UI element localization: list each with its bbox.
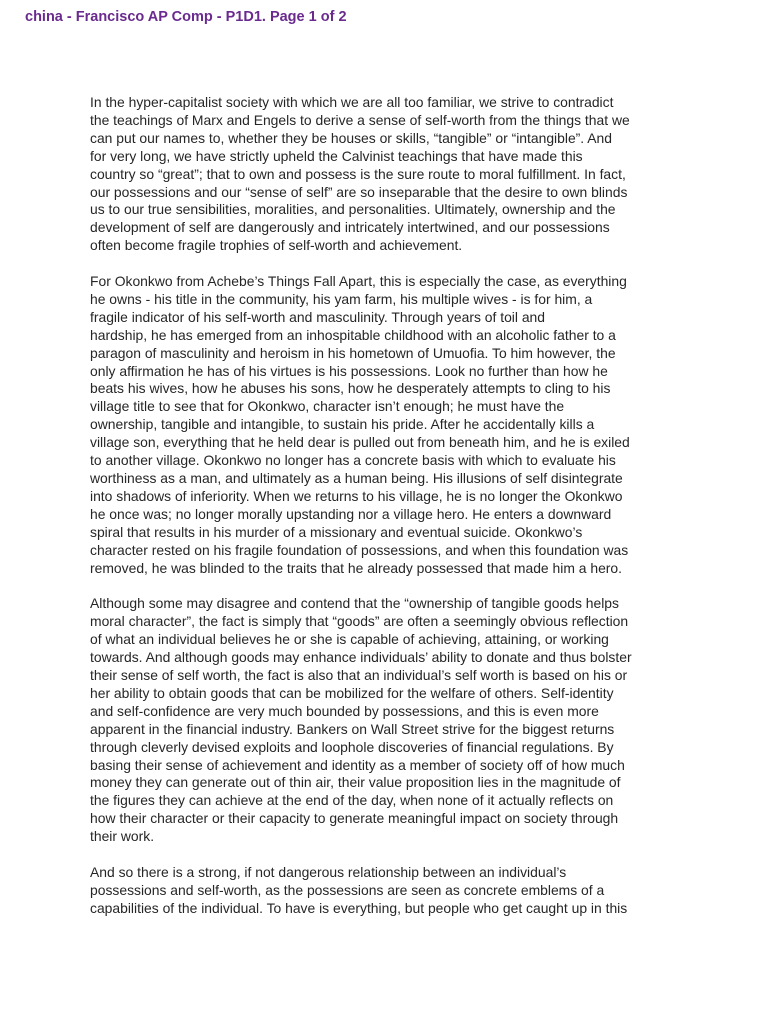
text-line: basing their sense of achievement and identity as a member of society off of how much — [90, 756, 625, 773]
text-line: her ability to obtain goods that can be mobilized for the welfare of others. Self-identity — [90, 684, 614, 701]
paragraph — [90, 273, 685, 577]
text-line: their work. — [90, 828, 155, 845]
text-line: apparent in the financial industry. Bankers on Wall Street strive for the biggest returns — [90, 720, 615, 737]
text-line: the figures they can achieve at the end of the day, when none of it actually reflects on — [90, 792, 614, 809]
text-line: For Okonkwo from Achebe’s Things Fall Apart, this is especially the case, as everything — [90, 273, 627, 290]
text-line: Although some may disagree and contend that the “ownership of tangible goods helps — [90, 595, 619, 612]
text-line: towards. And although goods may enhance individuals’ ability to donate and thus bolster — [90, 649, 632, 666]
essay-body — [90, 94, 685, 936]
text-line: And so there is a strong, if not dangerous relationship between an individual’s — [90, 863, 567, 880]
text-line: our possessions and our “sense of self” are so inseparable that the desire to own blinds — [90, 183, 628, 200]
text-line: he owns - his title in the community, his yam farm, his multiple wives - is for him, a — [90, 290, 593, 307]
text-line: capabilities of the individual. To have is everything, but people who get caught up in this — [90, 899, 628, 916]
text-line: worthiness as a man, and ultimately as a human being. His illusions of self disintegrate — [90, 470, 623, 487]
text-line: through cleverly devised exploits and loophole discoveries of financial regulations. By — [90, 738, 614, 755]
text-line: often become fragile trophies of self-worth and achievement. — [90, 237, 463, 254]
text-line: the teachings of Marx and Engels to derive a sense of self-worth from the things that we — [90, 111, 630, 128]
text-line: beats his wives, how he abuses his sons, how he desperately attempts to cling to his — [90, 380, 611, 397]
text-line: paragon of masculinity and heroism in his hometown of Umuofia. To him however, the — [90, 344, 616, 361]
text-line: possessions and self-worth, as the possessions are seen as concrete emblems of a — [90, 881, 605, 898]
text-line: only affirmation he has of his virtues is his possessions. Look no further than how he — [90, 362, 608, 379]
text-line: into shadows of inferiority. When we returns to his village, he is no longer the Okonkwo — [90, 487, 623, 504]
text-line: moral character”, the fact is simply that “goods” are often a seemingly obvious reflection — [90, 613, 629, 630]
text-line: for very long, we have strictly upheld the Calvinist teachings that have made this — [90, 147, 583, 164]
text-line: In the hyper-capitalist society with which we are all too familiar, we strive to contradict — [90, 94, 614, 110]
text-line: their sense of self worth, the fact is also that an individual’s self worth is based on his or — [90, 666, 628, 683]
text-line: spiral that results in his murder of a missionary and eventual suicide. Okonkwo’s — [90, 523, 583, 540]
text-line: money they can generate out of thin air, their value proposition lies in the magnitude of — [90, 774, 621, 791]
text-line: and self-confidence are very much bounded by possessions, and this is even more — [90, 702, 599, 719]
text-line: he once was; no longer morally upstanding nor a village hero. He enters a downward — [90, 505, 612, 522]
text-line: hardship, he has emerged from an inhospitable childhood with an alcoholic father to a — [90, 326, 616, 343]
page-header-title: china - Francisco AP Comp - P1D1. Page 1 of 2 — [25, 9, 347, 25]
text-line: fragile indicator of his self-worth and masculinity. Through years of toil and — [90, 308, 546, 325]
text-line: ownership, tangible and intangible, to sustain his pride. After he accidentally kills a — [90, 416, 595, 433]
text-line: country so “great”; that to own and possess is the sure route to moral fulfillment. In fact, — [90, 165, 626, 182]
text-line: character rested on his fragile foundation of possessions, and when this foundation was — [90, 541, 629, 558]
text-line: removed, he was blinded to the traits that he already possessed that made him a hero. — [90, 559, 623, 576]
text-line: village son, everything that he held dear is pulled out from beneath him, and he is exiled — [90, 434, 630, 451]
paragraph — [90, 595, 685, 846]
paragraph — [90, 94, 685, 255]
text-line: to another village. Okonkwo no longer has a concrete basis with which to evaluate his — [90, 452, 616, 469]
paragraph — [90, 864, 685, 918]
text-line: of what an individual believes he or she is capable of achieving, attaining, or working — [90, 631, 609, 648]
text-line: village title to see that for Okonkwo, character isn’t enough; he must have the — [90, 398, 565, 415]
text-line: can put our names to, whether they be houses or skills, “tangible” or “intangible”. And — [90, 129, 612, 146]
text-line: us to our true sensibilities, moralities, and personalities. Ultimately, ownership and the — [90, 201, 616, 218]
text-line: how their character or their capacity to generate meaningful impact on society through — [90, 810, 619, 827]
text-line: development of self are dangerously and intricately intertwined, and our possessions — [90, 219, 610, 236]
